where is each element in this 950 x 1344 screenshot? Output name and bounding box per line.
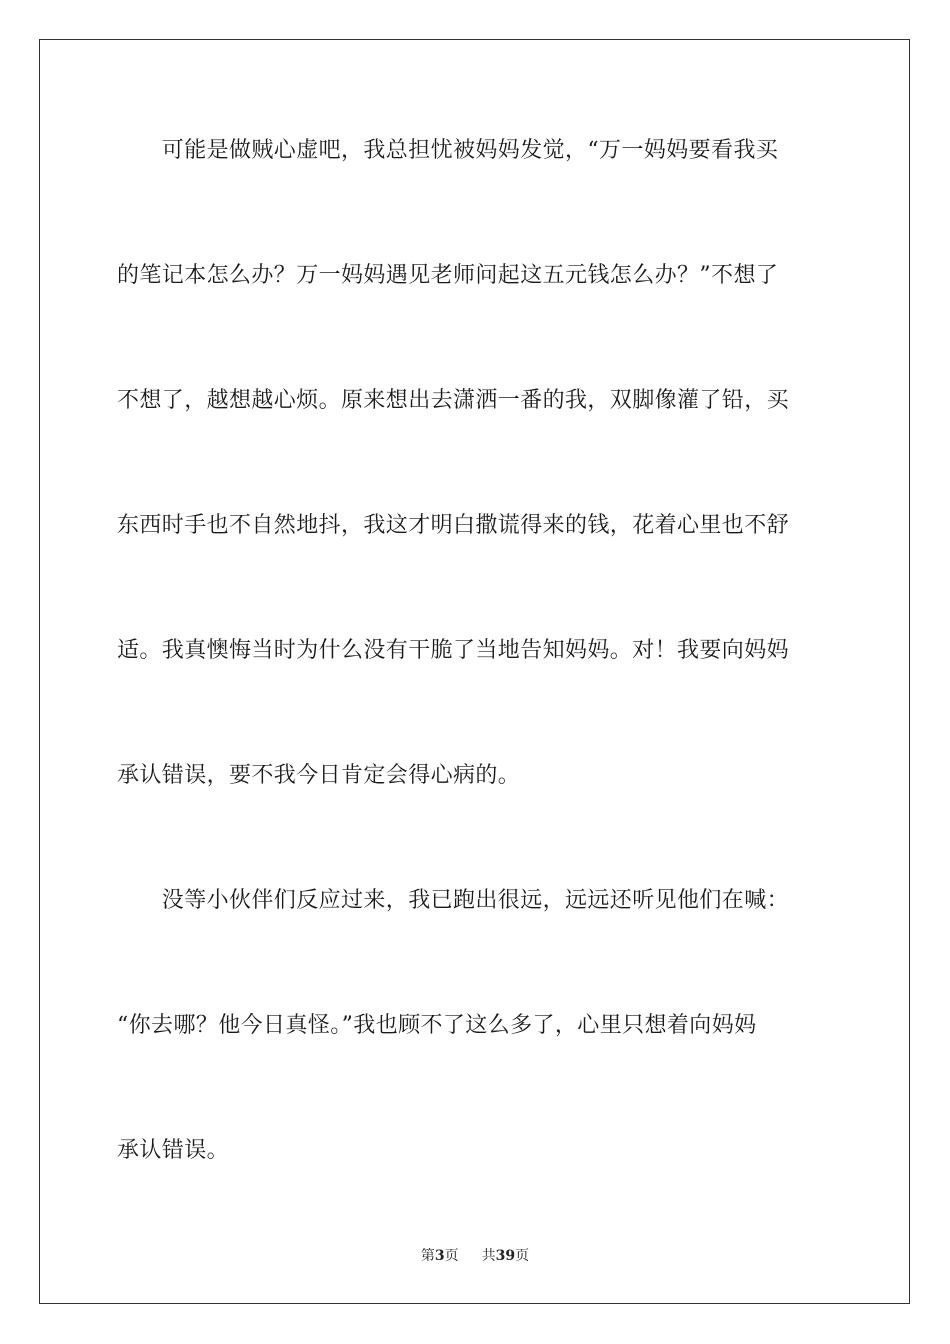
page-suffix: 页 [444,1248,459,1264]
paragraph-line: 承认错误。 [117,1138,230,1163]
paragraph-line: 不想了，越想越心烦。原来想出去潇洒一番的我，双脚像灌了铅，买 [117,388,790,413]
paragraph-line: 适。我真懊悔当时为什么没有干脆了当地告知妈妈。对！我要向妈妈 [117,638,790,663]
page-border [39,39,910,1304]
paragraph-line: 可能是做贼心虚吧，我总担忧被妈妈发觉，“万一妈妈要看我买 [117,138,779,163]
total-suffix: 页 [515,1248,530,1264]
paragraph-line: “你去哪？他今日真怪。”我也顾不了这么多了，心里只想着向妈妈 [117,1013,757,1038]
total-prefix: 共 [481,1248,496,1264]
paragraph-line: 东西时手也不自然地抖，我这才明白撒谎得来的钱，花着心里也不舒 [117,513,790,538]
paragraph-line: 的笔记本怎么办？万一妈妈遇见老师问起这五元钱怎么办？”不想了 [117,263,779,288]
page-number: 3 [434,1248,445,1264]
paragraph-line: 承认错误，要不我今日肯定会得心病的。 [117,763,521,788]
paragraph-line: 没等小伙伴们反应过来，我已跑出很远，远远还听见他们在喊： [117,888,790,913]
total-pages: 39 [495,1248,516,1264]
page-footer [0,1246,950,1266]
page-prefix: 第 [420,1248,435,1264]
